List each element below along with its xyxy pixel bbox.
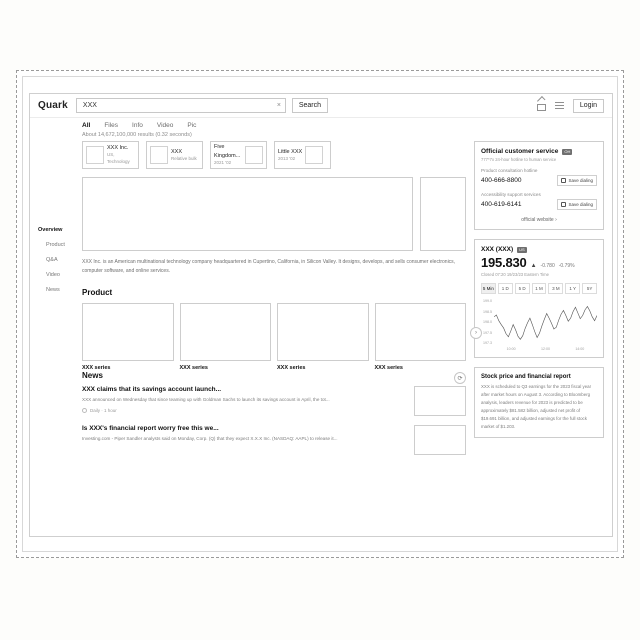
save-dialing-label: Save dialing [568, 178, 593, 183]
product-image [375, 303, 467, 361]
chart-range-tabs [481, 283, 597, 294]
brand-card[interactable] [274, 141, 331, 169]
y-tick: 198.0 [483, 320, 492, 324]
range-tab-1y[interactable]: 1 Y [565, 283, 580, 294]
home-icon[interactable] [537, 101, 546, 110]
stock-price: 195.830 [481, 255, 527, 270]
page-content [30, 141, 612, 464]
service-card-title: Official customer service [481, 148, 559, 155]
official-website-link[interactable]: official website › [521, 217, 557, 223]
sidebar-item-news[interactable] [38, 287, 82, 293]
product-card[interactable] [180, 303, 272, 371]
product-card[interactable] [277, 303, 369, 371]
sidebar-item-label: Q&A [46, 257, 58, 263]
trend-arrow-icon: ▲ [530, 263, 537, 269]
quark-logo: Quark [38, 100, 68, 111]
product-section-title: Product [82, 287, 113, 297]
stock-change-percent: -0.79% [558, 263, 575, 269]
brand-subtitle: Relative bulk [171, 155, 197, 161]
brand-card[interactable] [210, 141, 267, 169]
service-card-subtitle: 777*7x 24-hour hotline to human service [481, 157, 557, 162]
news-description: XXX announced on Wednesday that since teaming up with Goldman Sachs to launch its savings account in April, the tot... [82, 396, 330, 402]
range-tab-5d[interactable]: 5 D [515, 283, 530, 294]
product-image [82, 303, 174, 361]
source-avatar [82, 408, 87, 413]
menu-icon[interactable] [555, 102, 564, 109]
brand-thumbnail [150, 146, 168, 164]
brand-title: Five Kingdom... [214, 144, 241, 159]
save-dialing-button[interactable] [557, 175, 597, 186]
brand-subtitle: US, Technology [107, 152, 130, 165]
news-header [82, 371, 466, 386]
stock-name: XXX (XXX) [481, 246, 514, 253]
sidebar-item-label: Product [46, 242, 65, 248]
tab-pic[interactable]: Pic [187, 122, 197, 129]
news-list-item[interactable] [82, 386, 466, 416]
y-tick: 197.5 [483, 330, 492, 335]
stock-card [474, 239, 604, 358]
product-label: XXX series [374, 364, 403, 371]
product-card[interactable] [82, 303, 174, 371]
sidebar-item-label: Overview [38, 227, 63, 233]
service-phone-number[interactable]: 400-666-8800 [481, 177, 522, 184]
clear-icon[interactable]: × [276, 102, 281, 109]
brand-thumbnail [245, 146, 263, 164]
price-line [494, 299, 597, 345]
phone-icon [561, 202, 566, 207]
chart-y-axis [481, 299, 494, 345]
search-box[interactable] [76, 98, 286, 113]
brand-subtitle: 2021 '02 [214, 159, 232, 165]
result-count: About 14,672,100,000 results (0.32 seconds) [82, 132, 192, 138]
x-tick: 10:00 [506, 347, 516, 351]
service-phone-number[interactable]: 400-619-6141 [481, 201, 522, 208]
news-meta-text: Daily · 1 hour [90, 407, 117, 413]
overview-paragraph: XXX Inc. is an American multinational technology company headquartered in Cupertino, California, in Silicon Valley. It designs, develops, and sells consumer electronics, computer software, and online services. [82, 259, 456, 274]
stock-change: -0.780 [540, 263, 555, 269]
chart-x-axis [481, 347, 597, 351]
sidebar-item-label: Video [46, 272, 60, 278]
sidebar-item-video[interactable] [38, 272, 82, 278]
result-tabs [30, 118, 612, 131]
range-tab-1m[interactable]: 1 M [532, 283, 547, 294]
service-badge: OH [564, 148, 571, 154]
y-tick: 199.0 [483, 299, 492, 303]
range-tab-5y[interactable]: 5Y [582, 283, 597, 294]
range-tab-1d[interactable]: 1 D [498, 283, 513, 294]
brand-thumbnail [305, 146, 323, 164]
save-dialing-button[interactable] [557, 199, 597, 210]
product-label: XXX series [179, 364, 208, 371]
sidebar-item-qa[interactable] [38, 257, 82, 263]
login-button[interactable]: Login [573, 99, 604, 113]
search-input[interactable] [81, 101, 274, 110]
stock-chart [481, 299, 597, 345]
tab-all[interactable]: All [82, 122, 91, 129]
brand-subtitle: 2013 '02 [278, 155, 296, 161]
save-dialing-label: Save dialing [568, 202, 593, 207]
hero-media [82, 177, 466, 251]
sidebar-item-label: News [46, 287, 60, 293]
browser-window [29, 93, 613, 537]
stock-timestamp: Closed 07:20 19/23/23 Eastern Time [481, 272, 549, 277]
report-body: XXX is scheduled to Q3 earnings for the 2023 fiscal year after market hours on August 3. According to Bloomberg analysis, leaders revenue for 2023 is predicted to be approximately $81.582 billion, adjusted net profit of $19.691 billion, and adjusted earnings for the full stock market of $1.203. [481, 384, 592, 429]
sidebar [38, 141, 82, 464]
customer-service-card [474, 141, 604, 230]
report-title: Stock price and financial report [481, 374, 571, 380]
hero-image-side[interactable] [420, 177, 466, 251]
chart-plot-area [494, 299, 597, 345]
product-label: XXX series [82, 364, 111, 371]
tab-info[interactable]: Info [132, 122, 143, 129]
search-button[interactable]: Search [292, 98, 328, 113]
brand-card[interactable] [146, 141, 203, 169]
news-section-title: News [82, 370, 103, 380]
browser-topbar [30, 94, 612, 118]
x-tick: 12:00 [540, 347, 550, 351]
brand-title: XXX [171, 148, 183, 155]
financial-report-card [474, 367, 604, 438]
brand-title: XXX Inc. [107, 145, 129, 152]
y-tick: 197.3 [483, 341, 492, 345]
topbar-actions [537, 99, 604, 113]
service-row [481, 175, 597, 186]
service-row-label: Product consultation hotline [481, 168, 538, 173]
brand-card[interactable] [82, 141, 139, 169]
service-row [481, 199, 597, 210]
range-tab-5min[interactable]: 5 Min [481, 283, 496, 294]
brand-title: Little XXX [278, 148, 303, 155]
main-column [82, 141, 477, 464]
sidebar-item-product[interactable] [38, 242, 82, 248]
news-title: Is XXX's financial report worry free this we... [82, 424, 219, 432]
news-list-item[interactable] [82, 425, 466, 455]
range-tab-3m[interactable]: 3 M [548, 283, 563, 294]
phone-icon [561, 178, 566, 183]
product-row [82, 303, 477, 371]
news-thumbnail [414, 386, 466, 416]
sidebar-item-overview[interactable] [38, 227, 82, 233]
right-column [474, 141, 604, 464]
hero-image-main[interactable] [82, 177, 413, 251]
brand-thumbnail [86, 146, 104, 164]
sketch-frame [16, 70, 624, 558]
product-image [180, 303, 272, 361]
product-image [277, 303, 369, 361]
y-tick: 198.5 [483, 309, 492, 314]
product-card[interactable] [375, 303, 467, 371]
news-description: Investing.com - Piper Sandler analysts said on Monday, Corp. (Q) that they expect X.X.X Inc. (NASDAQ: AAPL) to release it... [82, 435, 338, 441]
tab-video[interactable]: Video [156, 122, 174, 129]
news-thumbnail [414, 425, 466, 455]
x-tick: 14:00 [575, 347, 585, 351]
service-row-label: Accessibility support services [481, 192, 541, 197]
stock-market-badge: US [519, 246, 525, 252]
chevron-right-icon[interactable]: › [470, 327, 482, 339]
refresh-icon[interactable]: ⟳ [454, 372, 466, 384]
news-title: XXX claims that its savings account launch... [82, 385, 222, 393]
tab-files[interactable]: Files [104, 122, 119, 129]
brand-card-row [82, 141, 466, 169]
news-meta [82, 408, 406, 413]
product-label: XXX series [277, 364, 306, 371]
